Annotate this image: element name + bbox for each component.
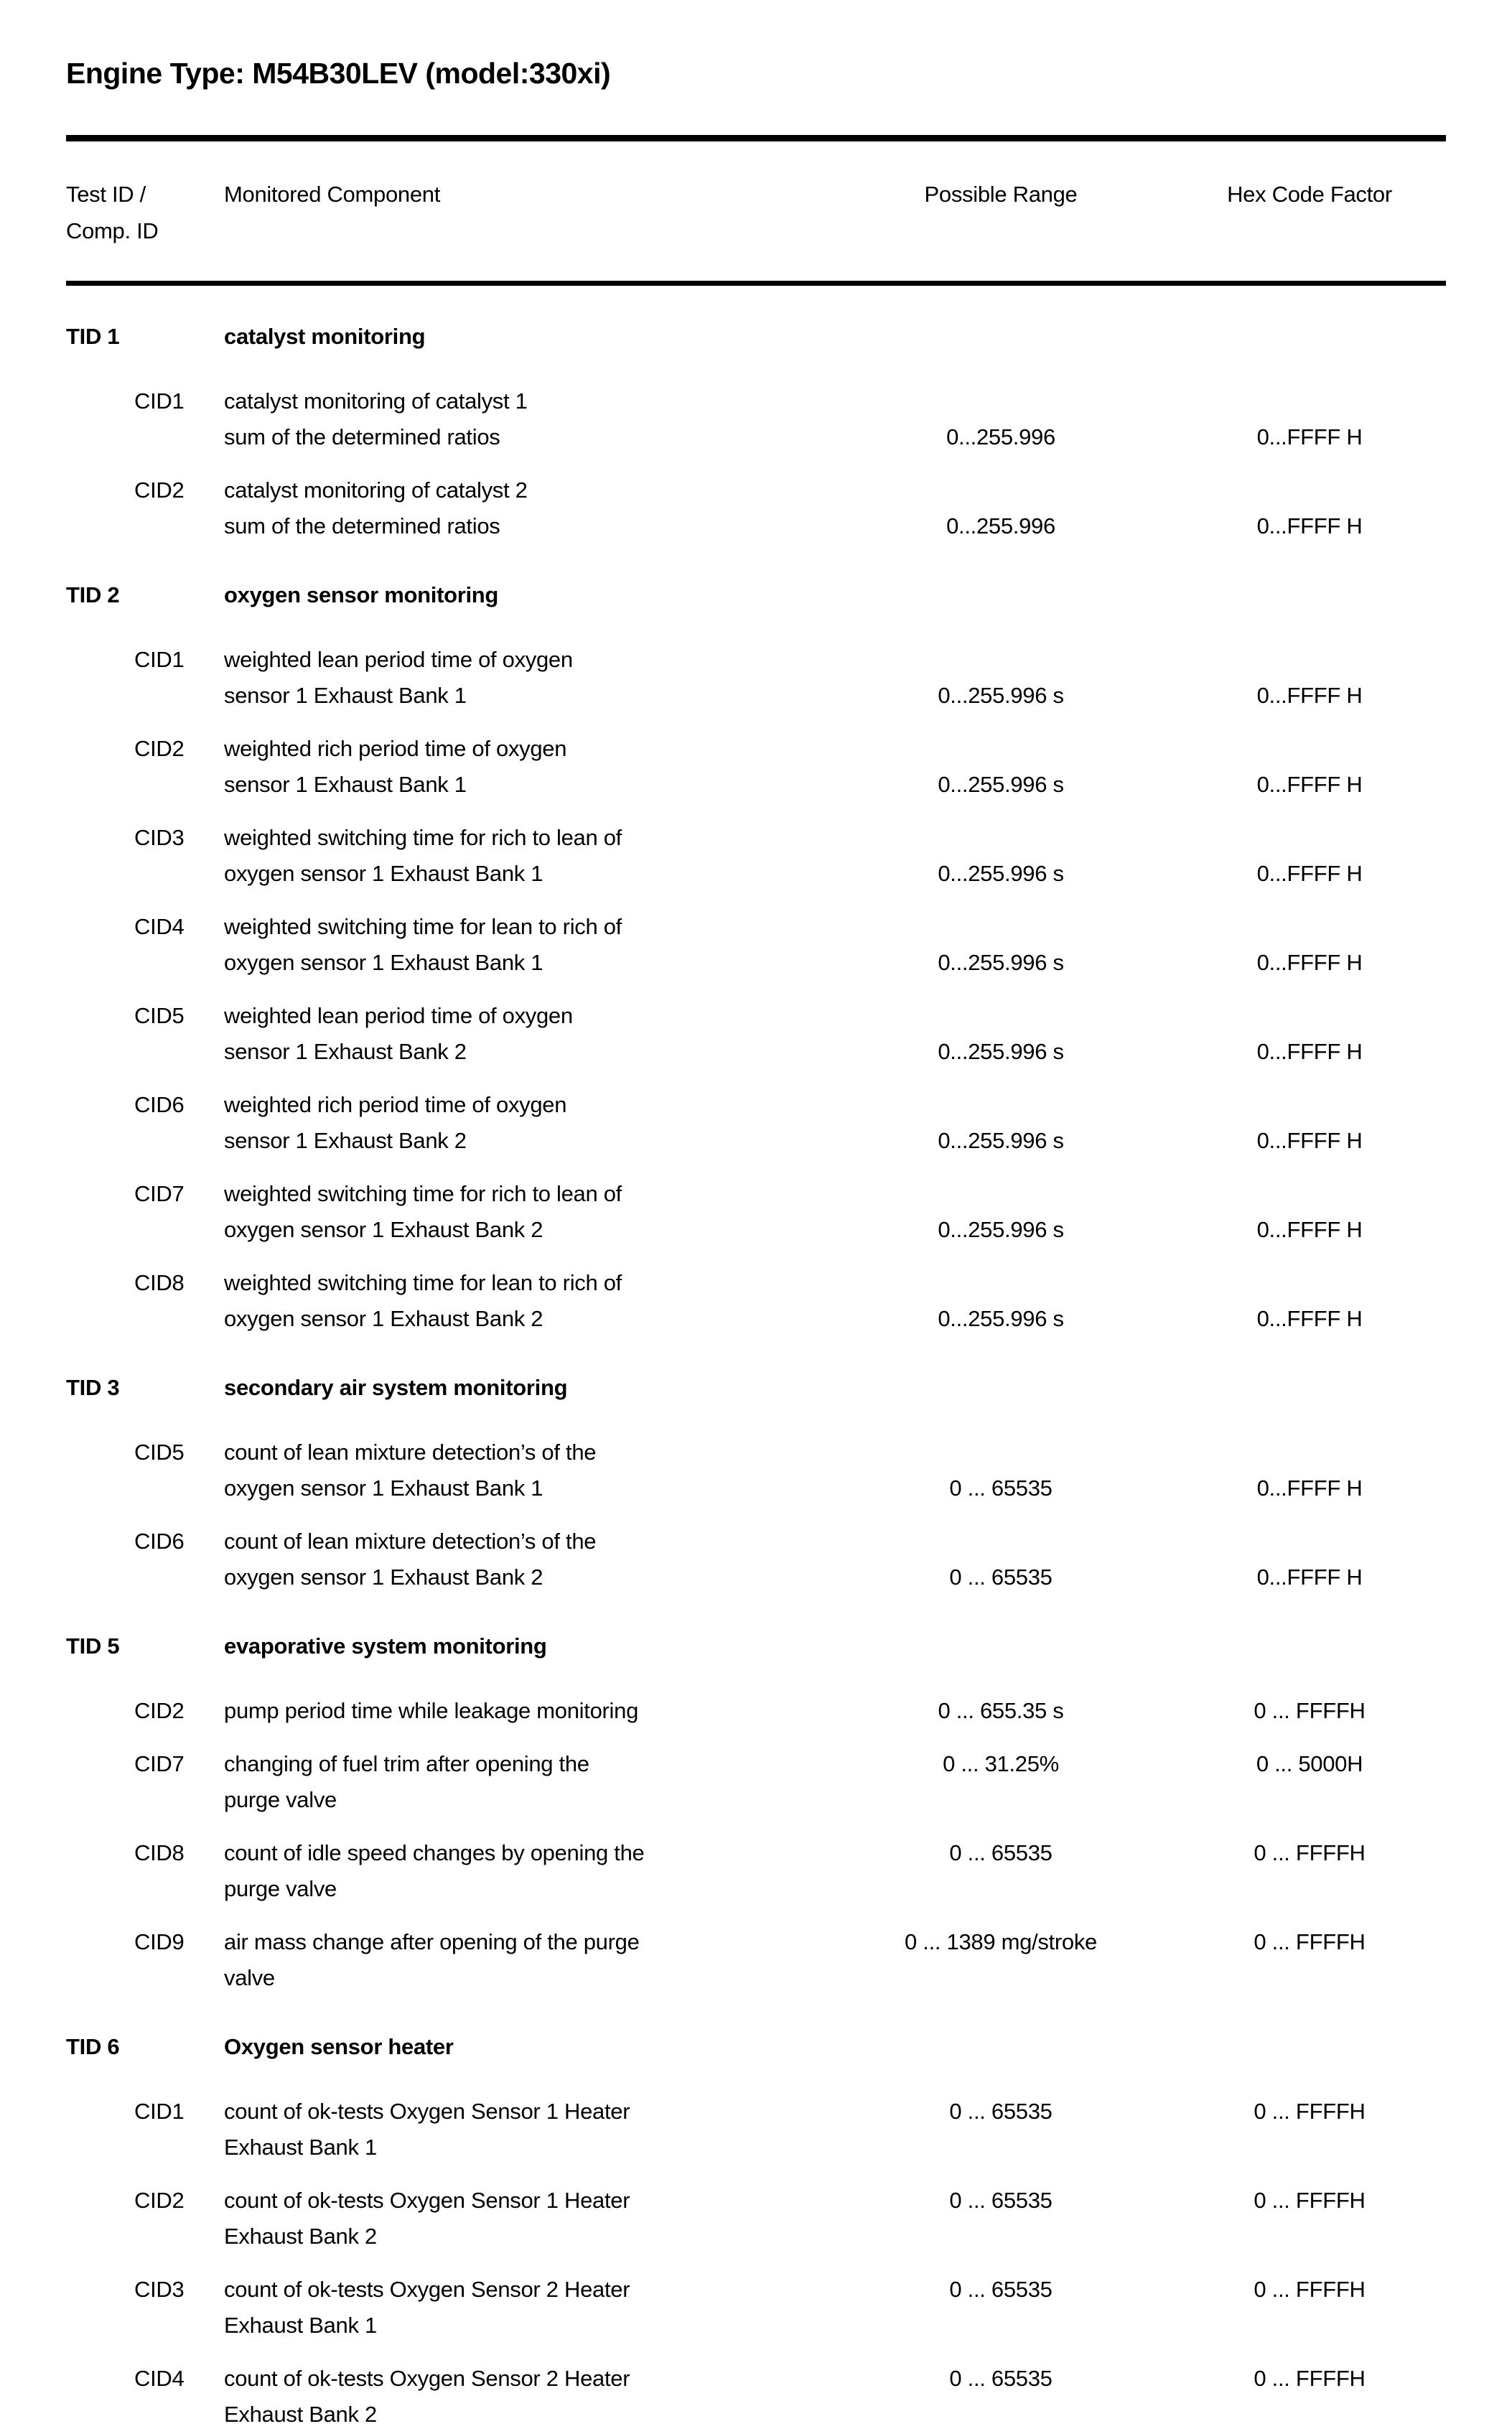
table-row	[66, 1435, 1446, 1506]
component-line: air mass change after opening of the purge	[224, 1929, 640, 1954]
possible-range-value: 0 ... 65535	[949, 2099, 1053, 2124]
cid-label: CID7	[134, 1181, 185, 1206]
tid-header-hex-spacer	[1173, 319, 1446, 355]
tid-header-hex-spacer	[1173, 577, 1446, 613]
component-line: sum of the determined ratios	[224, 424, 500, 449]
tid-header-range-spacer	[829, 1628, 1173, 1664]
possible-range-value: 0...255.996 s	[938, 861, 1064, 886]
component-line: sensor 1 Exhaust Bank 1	[224, 683, 467, 708]
table-row	[66, 383, 1446, 455]
table-row	[66, 998, 1446, 1070]
hex-code-factor-value: 0 ... 5000H	[1256, 1751, 1363, 1776]
component-line: count of ok-tests Oxygen Sensor 2 Heater	[224, 2277, 630, 2302]
component-description	[224, 2272, 829, 2344]
tid-section	[66, 1628, 1446, 1996]
possible-range-value: 0 ... 31.25%	[943, 1751, 1059, 1776]
tid-header-range-spacer	[829, 577, 1173, 613]
cid-label: CID5	[134, 1440, 185, 1465]
component-line: weighted switching time for lean to rich of	[224, 914, 622, 939]
component-description	[224, 1524, 829, 1595]
component-description	[224, 820, 829, 892]
component-line: weighted switching time for rich to lean of	[224, 825, 622, 850]
tid-title: oxygen sensor monitoring	[224, 582, 499, 607]
component-description	[224, 731, 829, 803]
component-line: oxygen sensor 1 Exhaust Bank 1	[224, 950, 543, 975]
component-line: purge valve	[224, 1787, 337, 1812]
hex-code-factor-value: 0 ... FFFFH	[1254, 2099, 1366, 2124]
tid-header-row	[66, 1370, 1446, 1406]
tid-header-row	[66, 577, 1446, 613]
hex-code-factor-value: 0 ... FFFFH	[1254, 2188, 1366, 2213]
cid-label: CID2	[134, 1698, 185, 1723]
component-description	[224, 1746, 829, 1818]
component-description	[224, 383, 829, 455]
column-header-possible-range: Possible Range	[924, 182, 1078, 207]
cid-label: CID4	[134, 2366, 185, 2391]
component-line: oxygen sensor 1 Exhaust Bank 1	[224, 861, 543, 886]
component-description	[224, 2361, 829, 2433]
tid-section	[66, 319, 1446, 544]
title-divider-rule	[66, 135, 1446, 141]
component-description	[224, 1265, 829, 1337]
table-row	[66, 2094, 1446, 2165]
hex-code-factor-value: 0 ... FFFFH	[1254, 1698, 1366, 1723]
hex-code-factor-value: 0 ... FFFFH	[1254, 1929, 1366, 1954]
component-line: Exhaust Bank 1	[224, 2313, 377, 2338]
component-line: weighted lean period time of oxygen	[224, 647, 573, 672]
tid-title: catalyst monitoring	[224, 324, 426, 349]
hex-code-factor-value: 0...FFFF H	[1256, 513, 1363, 538]
component-line: valve	[224, 1965, 275, 1990]
possible-range-value: 0...255.996 s	[938, 1217, 1064, 1242]
component-description	[224, 909, 829, 981]
column-header-test-id-line1: Test ID /	[66, 182, 146, 207]
tid-header-range-spacer	[829, 319, 1173, 355]
tid-label: TID 5	[66, 1633, 120, 1659]
tid-title: secondary air system monitoring	[224, 1375, 568, 1400]
column-header-monitored-component: Monitored Component	[224, 182, 441, 207]
cid-label: CID7	[134, 1751, 185, 1776]
hex-code-factor-value: 0...FFFF H	[1256, 683, 1363, 708]
tid-header-range-spacer	[829, 1370, 1173, 1406]
component-line: count of ok-tests Oxygen Sensor 1 Heater	[224, 2188, 630, 2213]
component-description	[224, 1176, 829, 1248]
component-line: weighted switching time for rich to lean of	[224, 1181, 622, 1206]
component-line: sum of the determined ratios	[224, 513, 500, 538]
table-row	[66, 1265, 1446, 1337]
tid-header-row	[66, 2029, 1446, 2065]
cid-label: CID9	[134, 1929, 185, 1954]
component-description	[224, 2183, 829, 2255]
tid-section	[66, 577, 1446, 1337]
tid-label: TID 3	[66, 1375, 120, 1400]
component-description	[224, 1835, 829, 1907]
component-line: oxygen sensor 1 Exhaust Bank 2	[224, 1565, 543, 1590]
table-row	[66, 1693, 1446, 1729]
possible-range-value: 0...255.996	[946, 513, 1055, 538]
table-row	[66, 1835, 1446, 1907]
cid-label: CID8	[134, 1840, 185, 1865]
possible-range-value: 0 ... 65535	[949, 1475, 1053, 1501]
component-line: catalyst monitoring of catalyst 1	[224, 388, 528, 414]
component-description	[224, 1693, 829, 1729]
component-description	[224, 998, 829, 1070]
component-description	[224, 1924, 829, 1996]
component-line: oxygen sensor 1 Exhaust Bank 2	[224, 1306, 543, 1331]
component-line: weighted lean period time of oxygen	[224, 1003, 573, 1028]
hex-code-factor-value: 0...FFFF H	[1256, 424, 1363, 449]
tid-label: TID 2	[66, 582, 120, 607]
component-line: weighted rich period time of oxygen	[224, 1092, 567, 1117]
table-row	[66, 909, 1446, 981]
possible-range-value: 0...255.996 s	[938, 683, 1064, 708]
table-row	[66, 2272, 1446, 2344]
cid-label: CID1	[134, 2099, 185, 2124]
component-line: catalyst monitoring of catalyst 2	[224, 477, 528, 503]
component-line: changing of fuel trim after opening the	[224, 1751, 589, 1776]
table-row	[66, 1524, 1446, 1595]
component-description	[224, 2094, 829, 2165]
component-line: pump period time while leakage monitoring	[224, 1698, 639, 1723]
tid-header-row	[66, 1628, 1446, 1664]
hex-code-factor-value: 0...FFFF H	[1256, 1039, 1363, 1064]
cid-label: CID6	[134, 1092, 185, 1117]
tid-title: Oxygen sensor heater	[224, 2034, 454, 2059]
hex-code-factor-value: 0...FFFF H	[1256, 1217, 1363, 1242]
tid-header-hex-spacer	[1173, 1370, 1446, 1406]
cid-label: CID4	[134, 914, 185, 939]
component-description	[224, 642, 829, 714]
component-description	[224, 472, 829, 544]
tid-header-range-spacer	[829, 2029, 1173, 2065]
hex-code-factor-value: 0...FFFF H	[1256, 1306, 1363, 1331]
component-description	[224, 1087, 829, 1159]
table-body	[66, 319, 1446, 2433]
hex-code-factor-value: 0...FFFF H	[1256, 1565, 1363, 1590]
component-line: sensor 1 Exhaust Bank 2	[224, 1039, 467, 1064]
tid-header-row	[66, 319, 1446, 355]
possible-range-value: 0...255.996 s	[938, 1128, 1064, 1153]
tid-section	[66, 1370, 1446, 1595]
component-line: count of ok-tests Oxygen Sensor 1 Heater	[224, 2099, 630, 2124]
cid-label: CID8	[134, 1270, 185, 1295]
table-row	[66, 2361, 1446, 2433]
component-line: oxygen sensor 1 Exhaust Bank 2	[224, 1217, 543, 1242]
possible-range-value: 0 ... 65535	[949, 1840, 1053, 1865]
table-row	[66, 1087, 1446, 1159]
table-row	[66, 1746, 1446, 1818]
tid-title: evaporative system monitoring	[224, 1633, 547, 1659]
component-line: sensor 1 Exhaust Bank 1	[224, 772, 467, 797]
component-line: purge valve	[224, 1876, 337, 1901]
component-line: Exhaust Bank 1	[224, 2135, 377, 2160]
tid-header-hex-spacer	[1173, 2029, 1446, 2065]
hex-code-factor-value: 0...FFFF H	[1256, 1475, 1363, 1501]
table-header-row	[66, 176, 1446, 249]
page-title: Engine Type: M54B30LEV (model:330xi)	[66, 57, 611, 90]
cid-label: CID1	[134, 647, 185, 672]
hex-code-factor-value: 0...FFFF H	[1256, 861, 1363, 886]
hex-code-factor-value: 0...FFFF H	[1256, 1128, 1363, 1153]
cid-label: CID2	[134, 2188, 185, 2213]
table-row	[66, 2183, 1446, 2255]
cid-label: CID5	[134, 1003, 185, 1028]
cid-label: CID3	[134, 2277, 185, 2302]
possible-range-value: 0...255.996 s	[938, 1039, 1064, 1064]
hex-code-factor-value: 0 ... FFFFH	[1254, 2277, 1366, 2302]
cid-label: CID1	[134, 388, 185, 414]
table-row	[66, 472, 1446, 544]
component-description	[224, 1435, 829, 1506]
cid-label: CID2	[134, 477, 185, 503]
component-line: oxygen sensor 1 Exhaust Bank 1	[224, 1475, 543, 1501]
column-header-test-id-line2: Comp. ID	[66, 218, 159, 243]
table-row	[66, 1924, 1446, 1996]
hex-code-factor-value: 0 ... FFFFH	[1254, 2366, 1366, 2391]
cid-label: CID3	[134, 825, 185, 850]
table-row	[66, 642, 1446, 714]
table-row	[66, 820, 1446, 892]
component-line: Exhaust Bank 2	[224, 2402, 377, 2427]
hex-code-factor-value: 0...FFFF H	[1256, 950, 1363, 975]
possible-range-value: 0 ... 1389 mg/stroke	[905, 1929, 1097, 1954]
possible-range-value: 0 ... 65535	[949, 2366, 1053, 2391]
possible-range-value: 0 ... 65535	[949, 2188, 1053, 2213]
possible-range-value: 0...255.996	[946, 424, 1055, 449]
tid-label: TID 1	[66, 324, 120, 349]
column-header-hex-code-factor: Hex Code Factor	[1227, 182, 1392, 207]
hex-code-factor-value: 0...FFFF H	[1256, 772, 1363, 797]
component-line: Exhaust Bank 2	[224, 2224, 377, 2249]
document-page	[66, 0, 1446, 2433]
component-line: count of idle speed changes by opening the	[224, 1840, 645, 1865]
component-line: count of lean mixture detection’s of the	[224, 1529, 597, 1554]
possible-range-value: 0...255.996 s	[938, 772, 1064, 797]
component-line: count of lean mixture detection’s of the	[224, 1440, 597, 1465]
hex-code-factor-value: 0 ... FFFFH	[1254, 1840, 1366, 1865]
header-divider-rule	[66, 281, 1446, 286]
possible-range-value: 0 ... 655.35 s	[938, 1698, 1064, 1723]
possible-range-value: 0...255.996 s	[938, 950, 1064, 975]
possible-range-value: 0 ... 65535	[949, 2277, 1053, 2302]
possible-range-value: 0...255.996 s	[938, 1306, 1064, 1331]
component-line: weighted rich period time of oxygen	[224, 736, 567, 761]
table-row	[66, 731, 1446, 803]
component-line: sensor 1 Exhaust Bank 2	[224, 1128, 467, 1153]
tid-section	[66, 2029, 1446, 2433]
tid-label: TID 6	[66, 2034, 120, 2059]
possible-range-value: 0 ... 65535	[949, 1565, 1053, 1590]
table-row	[66, 1176, 1446, 1248]
component-line: weighted switching time for lean to rich of	[224, 1270, 622, 1295]
component-line: count of ok-tests Oxygen Sensor 2 Heater	[224, 2366, 630, 2391]
cid-label: CID2	[134, 736, 185, 761]
cid-label: CID6	[134, 1529, 185, 1554]
tid-header-hex-spacer	[1173, 1628, 1446, 1664]
column-header-test-id	[66, 176, 224, 249]
